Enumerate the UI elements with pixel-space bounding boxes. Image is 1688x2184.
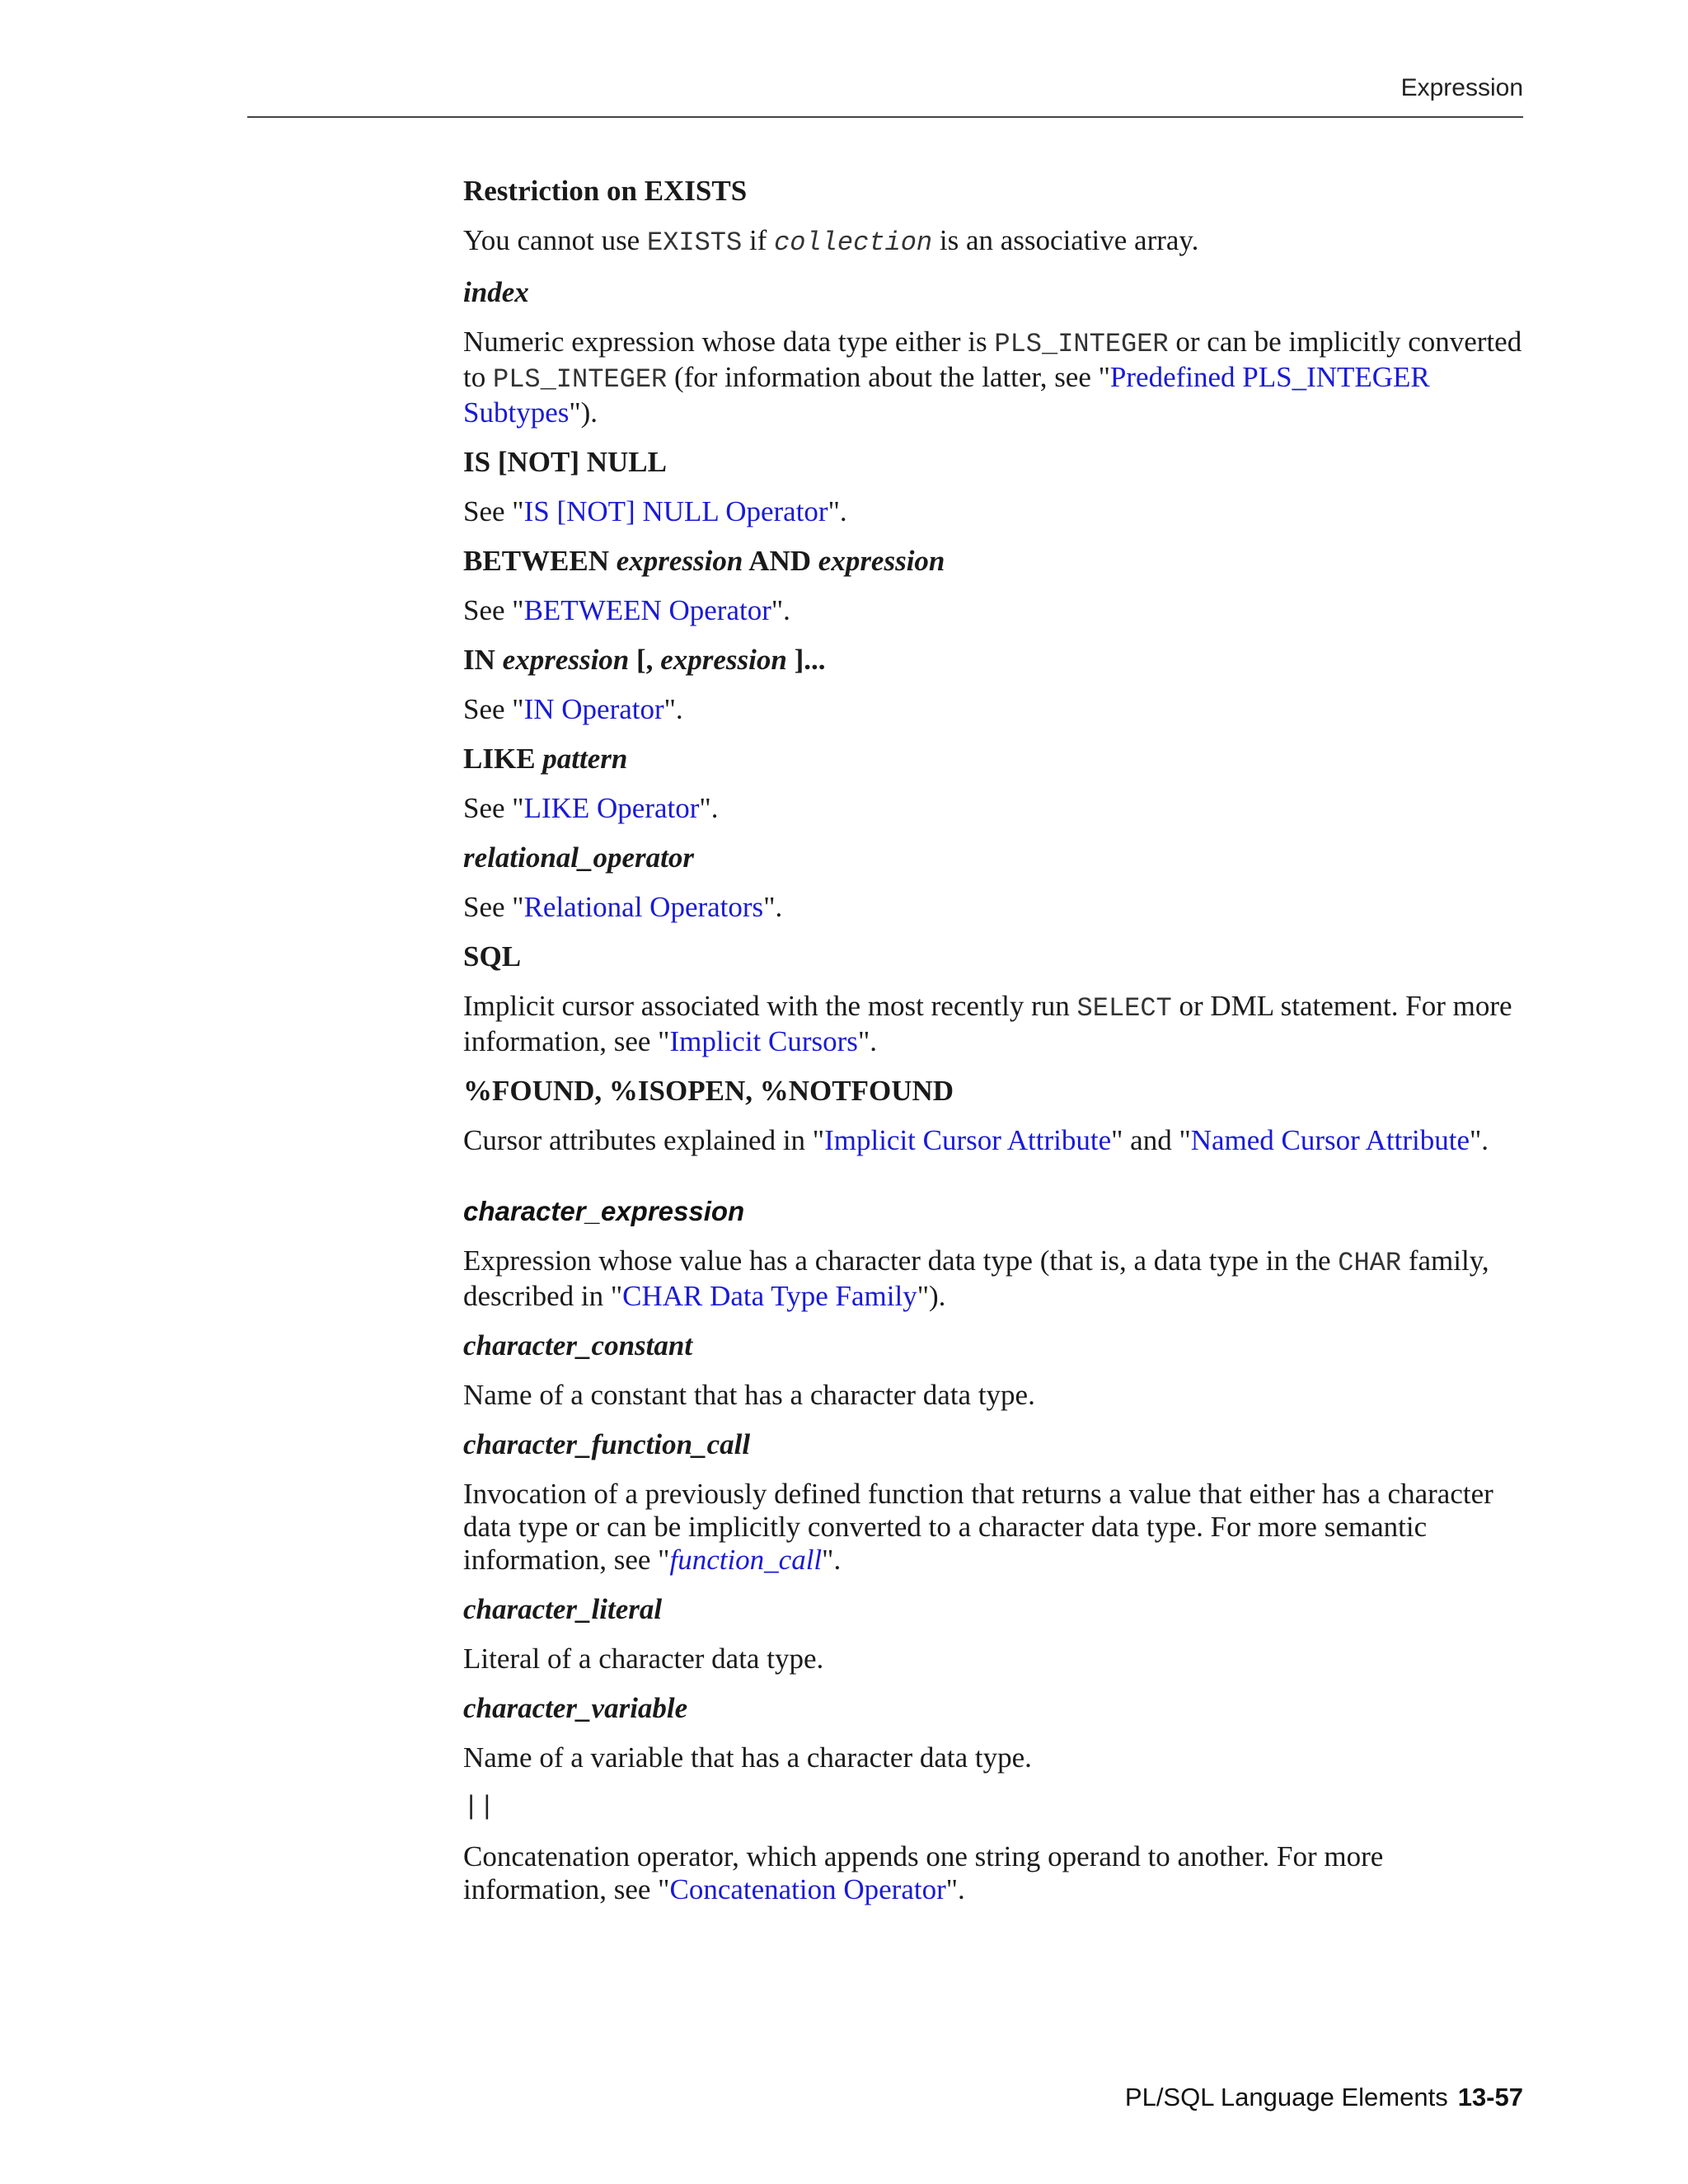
term-restriction-on-exists: Restriction on EXISTS (463, 175, 748, 207)
code-exists: EXISTS (646, 227, 743, 258)
text: See " (463, 495, 524, 527)
text: expression (502, 644, 630, 676)
link-predefined-pls-integer-subtypes[interactable]: Predefined PLS_INTEGER Subtypes (463, 361, 1430, 429)
desc-restriction-on-exists (463, 224, 1526, 260)
desc-in (463, 693, 1526, 726)
text: Invocation of a previously defined function that returns a value that either has a character data type or can be implicitly converted to a character data type. For more semantic information, see " (463, 1478, 1493, 1576)
running-header-title: Expression (1400, 74, 1523, 101)
link-in-operator[interactable]: IN Operator (523, 693, 664, 725)
text: LIKE (463, 743, 543, 775)
text: Concatenation operator, which appends one string operand to another. For more information, see " (463, 1840, 1384, 1905)
text: is an associative array. (932, 224, 1199, 256)
text: ". (663, 693, 683, 725)
text: ]... (786, 644, 826, 676)
text: Expression whose value has a character data type (that is, a data type in the (463, 1244, 1339, 1277)
text: ". (857, 1025, 877, 1057)
text: See " (463, 594, 524, 626)
desc-concatenation (463, 1840, 1526, 1906)
link-concatenation-operator[interactable]: Concatenation Operator (669, 1873, 946, 1905)
text: Numeric expression whose data type either is (463, 326, 995, 358)
term-sql: SQL (463, 940, 522, 972)
text: " and " (1111, 1124, 1191, 1156)
text: BETWEEN (463, 545, 617, 577)
text: ". (945, 1873, 965, 1905)
link-named-cursor-attribute[interactable]: Named Cursor Attribute (1190, 1124, 1470, 1156)
desc-character-constant: Name of a constant that has a character data type. (463, 1379, 1035, 1411)
code-collection: collection (774, 227, 933, 258)
text: family, described in " (463, 1244, 1489, 1312)
text: ". (771, 594, 790, 626)
footer-book-section: PL/SQL Language Elements (1124, 2083, 1448, 2111)
text: expression (660, 644, 787, 676)
desc-is-not-null (463, 495, 1526, 528)
text: See " (463, 693, 524, 725)
term-character-function-call: character_function_call (463, 1428, 751, 1460)
main-content (463, 175, 1526, 1923)
term-character-literal: character_literal (463, 1593, 663, 1625)
link-is-not-null-operator[interactable]: IS [NOT] NULL Operator (523, 495, 828, 527)
text: ". (822, 1544, 842, 1576)
link-implicit-cursors[interactable]: Implicit Cursors (669, 1025, 858, 1057)
term-between (463, 545, 1526, 578)
text: Implicit cursor associated with the most recently run (463, 990, 1077, 1022)
link-like-operator[interactable]: LIKE Operator (523, 792, 700, 824)
text: or DML statement. For more information, see " (463, 990, 1512, 1057)
text: expression (616, 545, 743, 577)
text: See " (463, 792, 524, 824)
text: (for information about the latter, see " (667, 361, 1110, 393)
link-function-call[interactable]: function_call (669, 1544, 823, 1576)
desc-index (463, 326, 1526, 429)
term-relational-operator: relational_operator (463, 841, 695, 874)
text: ". (1470, 1124, 1489, 1156)
desc-character-expression (463, 1244, 1526, 1313)
text: ". (828, 495, 847, 527)
term-concatenation-pipes: || (463, 1792, 495, 1822)
text: IN (463, 644, 503, 676)
desc-character-function-call (463, 1478, 1526, 1577)
desc-character-variable: Name of a variable that has a character data type. (463, 1741, 1032, 1774)
term-is-not-null: IS [NOT] NULL (463, 446, 667, 478)
term-cursor-attributes: %FOUND, %ISOPEN, %NOTFOUND (463, 1075, 954, 1107)
text: [, (629, 644, 661, 676)
link-relational-operators[interactable]: Relational Operators (523, 891, 764, 923)
term-in (463, 644, 1526, 677)
desc-relational-operator (463, 891, 1526, 924)
desc-cursor-attributes (463, 1124, 1526, 1157)
text: ". (763, 891, 783, 923)
text: or can be implicitly converted to (463, 326, 1522, 393)
code-select: SELECT (1076, 993, 1172, 1024)
term-character-variable: character_variable (463, 1692, 688, 1724)
section-heading-character-expression: character_expression (463, 1196, 745, 1226)
header-rule (247, 116, 1523, 118)
link-between-operator[interactable]: BETWEEN Operator (523, 594, 771, 626)
desc-like (463, 792, 1526, 825)
term-index: index (463, 276, 529, 308)
text: if (742, 224, 775, 256)
text: Cursor attributes explained in " (463, 1124, 825, 1156)
desc-character-literal: Literal of a character data type. (463, 1643, 824, 1675)
term-like (463, 743, 1526, 776)
link-implicit-cursor-attribute[interactable]: Implicit Cursor Attribute (824, 1124, 1112, 1156)
code-pls-integer: PLS_INTEGER (994, 329, 1169, 359)
text: See " (463, 891, 524, 923)
page-footer (247, 2083, 1523, 2112)
text: "). (569, 396, 598, 429)
code-char: CHAR (1338, 1248, 1402, 1278)
code-pls-integer: PLS_INTEGER (492, 364, 668, 395)
text: ". (699, 792, 719, 824)
text: "). (917, 1280, 946, 1312)
text: pattern (542, 743, 628, 775)
term-character-constant: character_constant (463, 1329, 693, 1361)
text: expression (818, 545, 945, 577)
text: AND (743, 545, 818, 577)
text: You cannot use (463, 224, 647, 256)
desc-sql (463, 990, 1526, 1058)
footer-page-number: 13-57 (1457, 2083, 1523, 2111)
link-char-data-type-family[interactable]: CHAR Data Type Family (622, 1280, 917, 1312)
desc-between (463, 594, 1526, 627)
